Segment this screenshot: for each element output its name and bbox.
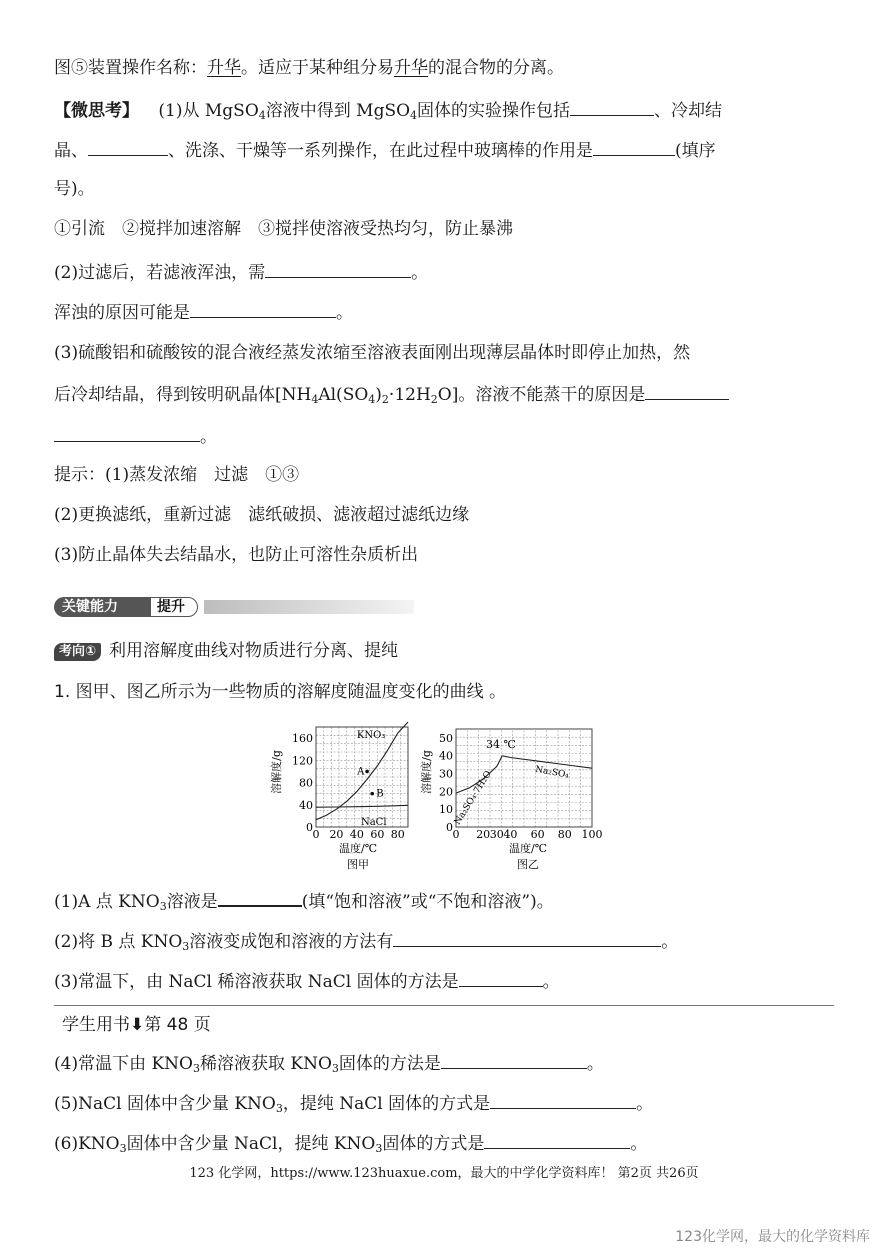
subscript: 4: [410, 109, 418, 122]
text: 固体的方式是: [382, 1134, 485, 1154]
text: 。: [636, 1094, 654, 1114]
x-tick-label: 60: [530, 828, 545, 841]
answer-blank[interactable]: [393, 928, 661, 947]
y-tick-label: 0: [446, 821, 453, 834]
page-divider: [54, 1005, 834, 1006]
watermark: 123化学网，最大的化学资料库: [675, 1229, 870, 1245]
y-tick-label: 50: [439, 731, 453, 745]
text: 号)。: [54, 179, 95, 199]
text: 溶液中得到 MgSO: [265, 101, 411, 121]
book-ref: [62, 1013, 211, 1037]
text: 后冷却结晶，得到铵明矾晶体[NH: [54, 385, 312, 405]
q2: [54, 928, 678, 954]
text: 学生用书: [62, 1015, 130, 1035]
think-q3-line1: [54, 341, 690, 365]
q6: [54, 1130, 647, 1156]
y-tick-label: 10: [439, 803, 453, 817]
subscript: 3: [375, 1142, 383, 1155]
think-q1-line2: [54, 137, 716, 163]
banner-right: 提升: [150, 597, 198, 617]
text: (2)更换滤纸，重新过滤 滤纸破损、滤液超过滤纸边缘: [54, 505, 470, 525]
text: (2)过滤后，若滤液浑浊，需: [54, 263, 266, 283]
text: 浑浊的原因可能是: [54, 303, 190, 323]
intro-line: [54, 56, 564, 80]
hint-line2: [54, 503, 469, 527]
text: (1)A 点 KNO: [54, 892, 160, 912]
q5: [54, 1090, 653, 1116]
subscript: 2: [381, 393, 389, 406]
question-intro: [54, 680, 506, 704]
think-options: [54, 217, 513, 241]
think-heading: 【微思考】: [54, 101, 139, 121]
y-tick-label: 0: [306, 821, 313, 834]
y-tick-label: 120: [292, 754, 313, 768]
answer-blank[interactable]: [265, 259, 411, 278]
tick-labels: [292, 732, 405, 841]
text: (3)常温下，由 NaCl 稀溶液获取 NaCl 固体的方法是: [54, 972, 459, 992]
x-tick-label: 80: [557, 828, 572, 841]
subscript: 4: [368, 393, 376, 406]
xlabel: 温度/℃: [508, 842, 548, 855]
x-tick-label: 20: [476, 828, 491, 841]
text: 。: [630, 1134, 648, 1154]
text: 。: [411, 263, 429, 283]
text: (3)硫酸铝和硫酸铵的混合液经蒸发浓缩至溶液表面刚出现薄层晶体时即停止加热，然: [54, 343, 691, 363]
text: 。: [542, 972, 560, 992]
text: 。: [336, 303, 353, 323]
x-tick-label: 20: [329, 828, 344, 841]
answer-blank[interactable]: [645, 381, 729, 400]
section-banner: [54, 597, 414, 617]
text: 晶、: [54, 141, 88, 161]
x-tick-label: 0: [312, 828, 320, 841]
kaoxiang-title: 利用溶解度曲线对物质进行分离、提纯: [109, 641, 399, 661]
text: 。: [586, 1054, 604, 1074]
x-tick-label: 40: [503, 828, 518, 841]
text: 、冷却结: [654, 101, 723, 121]
y-tick-label: 40: [439, 749, 453, 763]
caption: 图乙: [517, 858, 539, 871]
page-footer: 123 化学网，https://www.123huaxue.com，最大的中学化学资料库！ 第2页 共26页: [189, 1166, 699, 1181]
text: (3)防止晶体失去结晶水，也防止可溶性杂质析出: [54, 545, 419, 565]
text: (2)将 B 点 KNO: [54, 932, 183, 952]
think-q1-line1: [54, 97, 722, 123]
text: 第 48 页: [144, 1015, 211, 1035]
point-label: B: [376, 788, 384, 800]
text: ，提纯 NaCl 固体的方式是: [282, 1094, 491, 1114]
answer-blank[interactable]: [54, 423, 200, 442]
answer-blank[interactable]: [459, 968, 543, 987]
answer-blank[interactable]: [484, 1130, 630, 1149]
y-tick-label: 80: [299, 776, 313, 790]
ylabel: 溶解度/g: [270, 750, 283, 794]
x-tick-label: 40: [349, 828, 364, 841]
kaoxiang-tag: 考向①: [54, 643, 101, 661]
text: 固体中含少量 NaCl，提纯 KNO: [126, 1134, 376, 1154]
text: 溶液变成饱和溶液的方法有: [189, 932, 394, 952]
hint-line3: [54, 543, 418, 567]
text: 溶液是: [166, 892, 218, 912]
text: 。: [661, 932, 679, 952]
x-tick-label: 60: [370, 828, 385, 841]
think-q2-reason: [54, 299, 353, 325]
text: (1)从 MgSO: [158, 101, 259, 121]
text: (填序: [675, 141, 716, 161]
answer-blank[interactable]: [593, 137, 675, 156]
q4: [54, 1050, 604, 1076]
x-tick-label: 0: [452, 828, 460, 841]
text: ): [375, 385, 382, 405]
text: (填“饱和溶液”或“不饱和溶液”)。: [301, 892, 554, 912]
underlined-term: 升华: [207, 58, 241, 78]
text: (4)常温下由 KNO: [54, 1054, 193, 1074]
banner-fade: [204, 600, 414, 614]
text: (5)NaCl 固体中含少量 KNO: [54, 1094, 276, 1114]
y-tick-label: 160: [292, 732, 313, 746]
q3: [54, 968, 560, 994]
series-label: NaCl: [360, 816, 387, 828]
think-q3-line3: [54, 423, 217, 449]
text: 1. 图甲、图乙所示为一些物质的溶解度随温度变化的曲线 。: [54, 682, 507, 702]
text: Al(SO: [318, 385, 369, 405]
x-tick-label: 100: [581, 828, 603, 841]
text: 。: [200, 427, 217, 447]
kaoxiang-line: [54, 639, 398, 663]
text: O]。溶液不能蒸干的原因是: [437, 385, 646, 405]
x-tick-label: 80: [390, 828, 405, 841]
text: 图⑤装置操作名称：: [54, 58, 207, 78]
series-label: Na₂SO₄·7H₂O: [452, 769, 494, 827]
series-label: Na₂SO₄: [534, 764, 570, 781]
answer-blank[interactable]: [441, 1050, 587, 1069]
text: 稀溶液获取 KNO: [200, 1054, 332, 1074]
underlined-term: 升华: [394, 58, 428, 78]
subscript: 3: [182, 940, 190, 953]
series: [453, 756, 592, 827]
caption: 图甲: [347, 858, 369, 871]
subscript: 3: [193, 1062, 200, 1075]
subscript: 2: [430, 393, 438, 406]
xlabel: 温度/℃: [338, 842, 378, 855]
subscript: 3: [159, 900, 167, 913]
text: 提示：(1)蒸发浓缩 过滤 ①③: [54, 465, 300, 485]
hint-line1: [54, 463, 299, 487]
grid: [456, 729, 592, 827]
answer-blank[interactable]: [490, 1090, 636, 1109]
y-tick-label: 40: [299, 798, 313, 812]
ylabel: 溶解度/g: [420, 750, 433, 794]
answer-blank[interactable]: [190, 299, 336, 318]
text: (6)KNO: [54, 1134, 120, 1154]
subscript: 3: [119, 1142, 127, 1155]
answer-blank[interactable]: [570, 97, 654, 116]
think-q3-line2: [54, 381, 729, 407]
data-point: [370, 792, 374, 796]
down-arrow-icon: ⬇: [130, 1015, 145, 1035]
x-tick-label: 30: [489, 828, 504, 841]
answer-blank[interactable]: [88, 137, 168, 156]
q1: [54, 887, 554, 914]
subscript: 3: [275, 1102, 283, 1115]
text: ·12H: [388, 385, 431, 405]
think-q1-line3: [54, 177, 95, 201]
annotation: 34 ℃: [486, 738, 516, 751]
y-tick-label: 30: [439, 767, 453, 781]
series-label: KNO₃: [356, 730, 386, 742]
y-tick-label: 20: [439, 785, 453, 799]
text: 固体的实验操作包括: [417, 101, 571, 121]
subscript: 4: [258, 109, 266, 122]
banner-left: 关键能力: [54, 597, 150, 617]
chart-yi: [420, 712, 610, 872]
point-label: A: [357, 766, 365, 778]
text: 的混合物的分离。: [428, 58, 564, 78]
data-point: [365, 770, 369, 774]
answer-blank[interactable]: [218, 887, 302, 907]
text: 固体的方法是: [338, 1054, 441, 1074]
text: ①引流 ②搅拌加速溶解 ③搅拌使溶液受热均匀，防止暴沸: [54, 219, 513, 239]
chart-jia: [270, 712, 430, 872]
think-q2: [54, 259, 428, 285]
subscript: 3: [331, 1062, 339, 1075]
text: 、洗涤、干燥等一系列操作，在此过程中玻璃棒的作用是: [168, 141, 593, 161]
subscript: 4: [311, 393, 319, 406]
text: 。适应于某种组分易: [241, 58, 394, 78]
